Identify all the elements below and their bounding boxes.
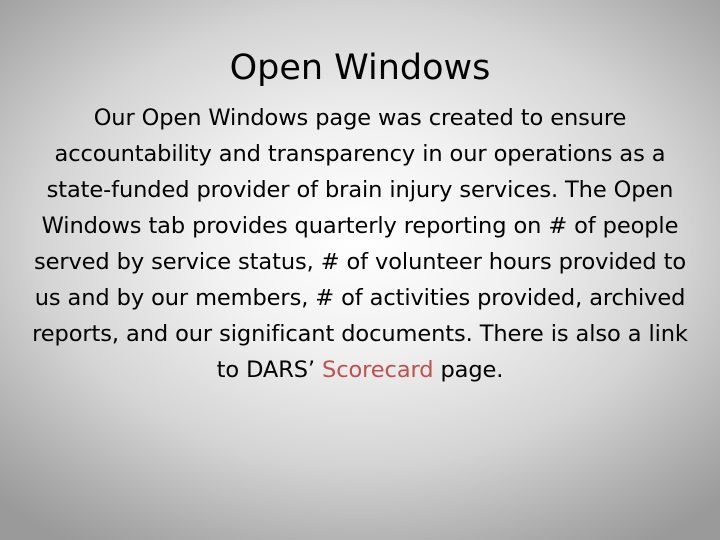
scorecard-link[interactable]: Scorecard [322,357,434,383]
slide-body [30,100,690,388]
slide-title: Open Windows [229,48,491,88]
body-text: Our Open Windows page was created to ensure accountability and transparency in our operations as a state-funded provider of brain injury services. The Open Windows tab provides quarterly reporting on # of people served by service status, # of volunteer hours provided to us and by our members, # of activities provided, archived reports, and our significant documents. There is also a link to DARS’ [32,105,688,383]
body-text-end: page. [433,357,504,383]
